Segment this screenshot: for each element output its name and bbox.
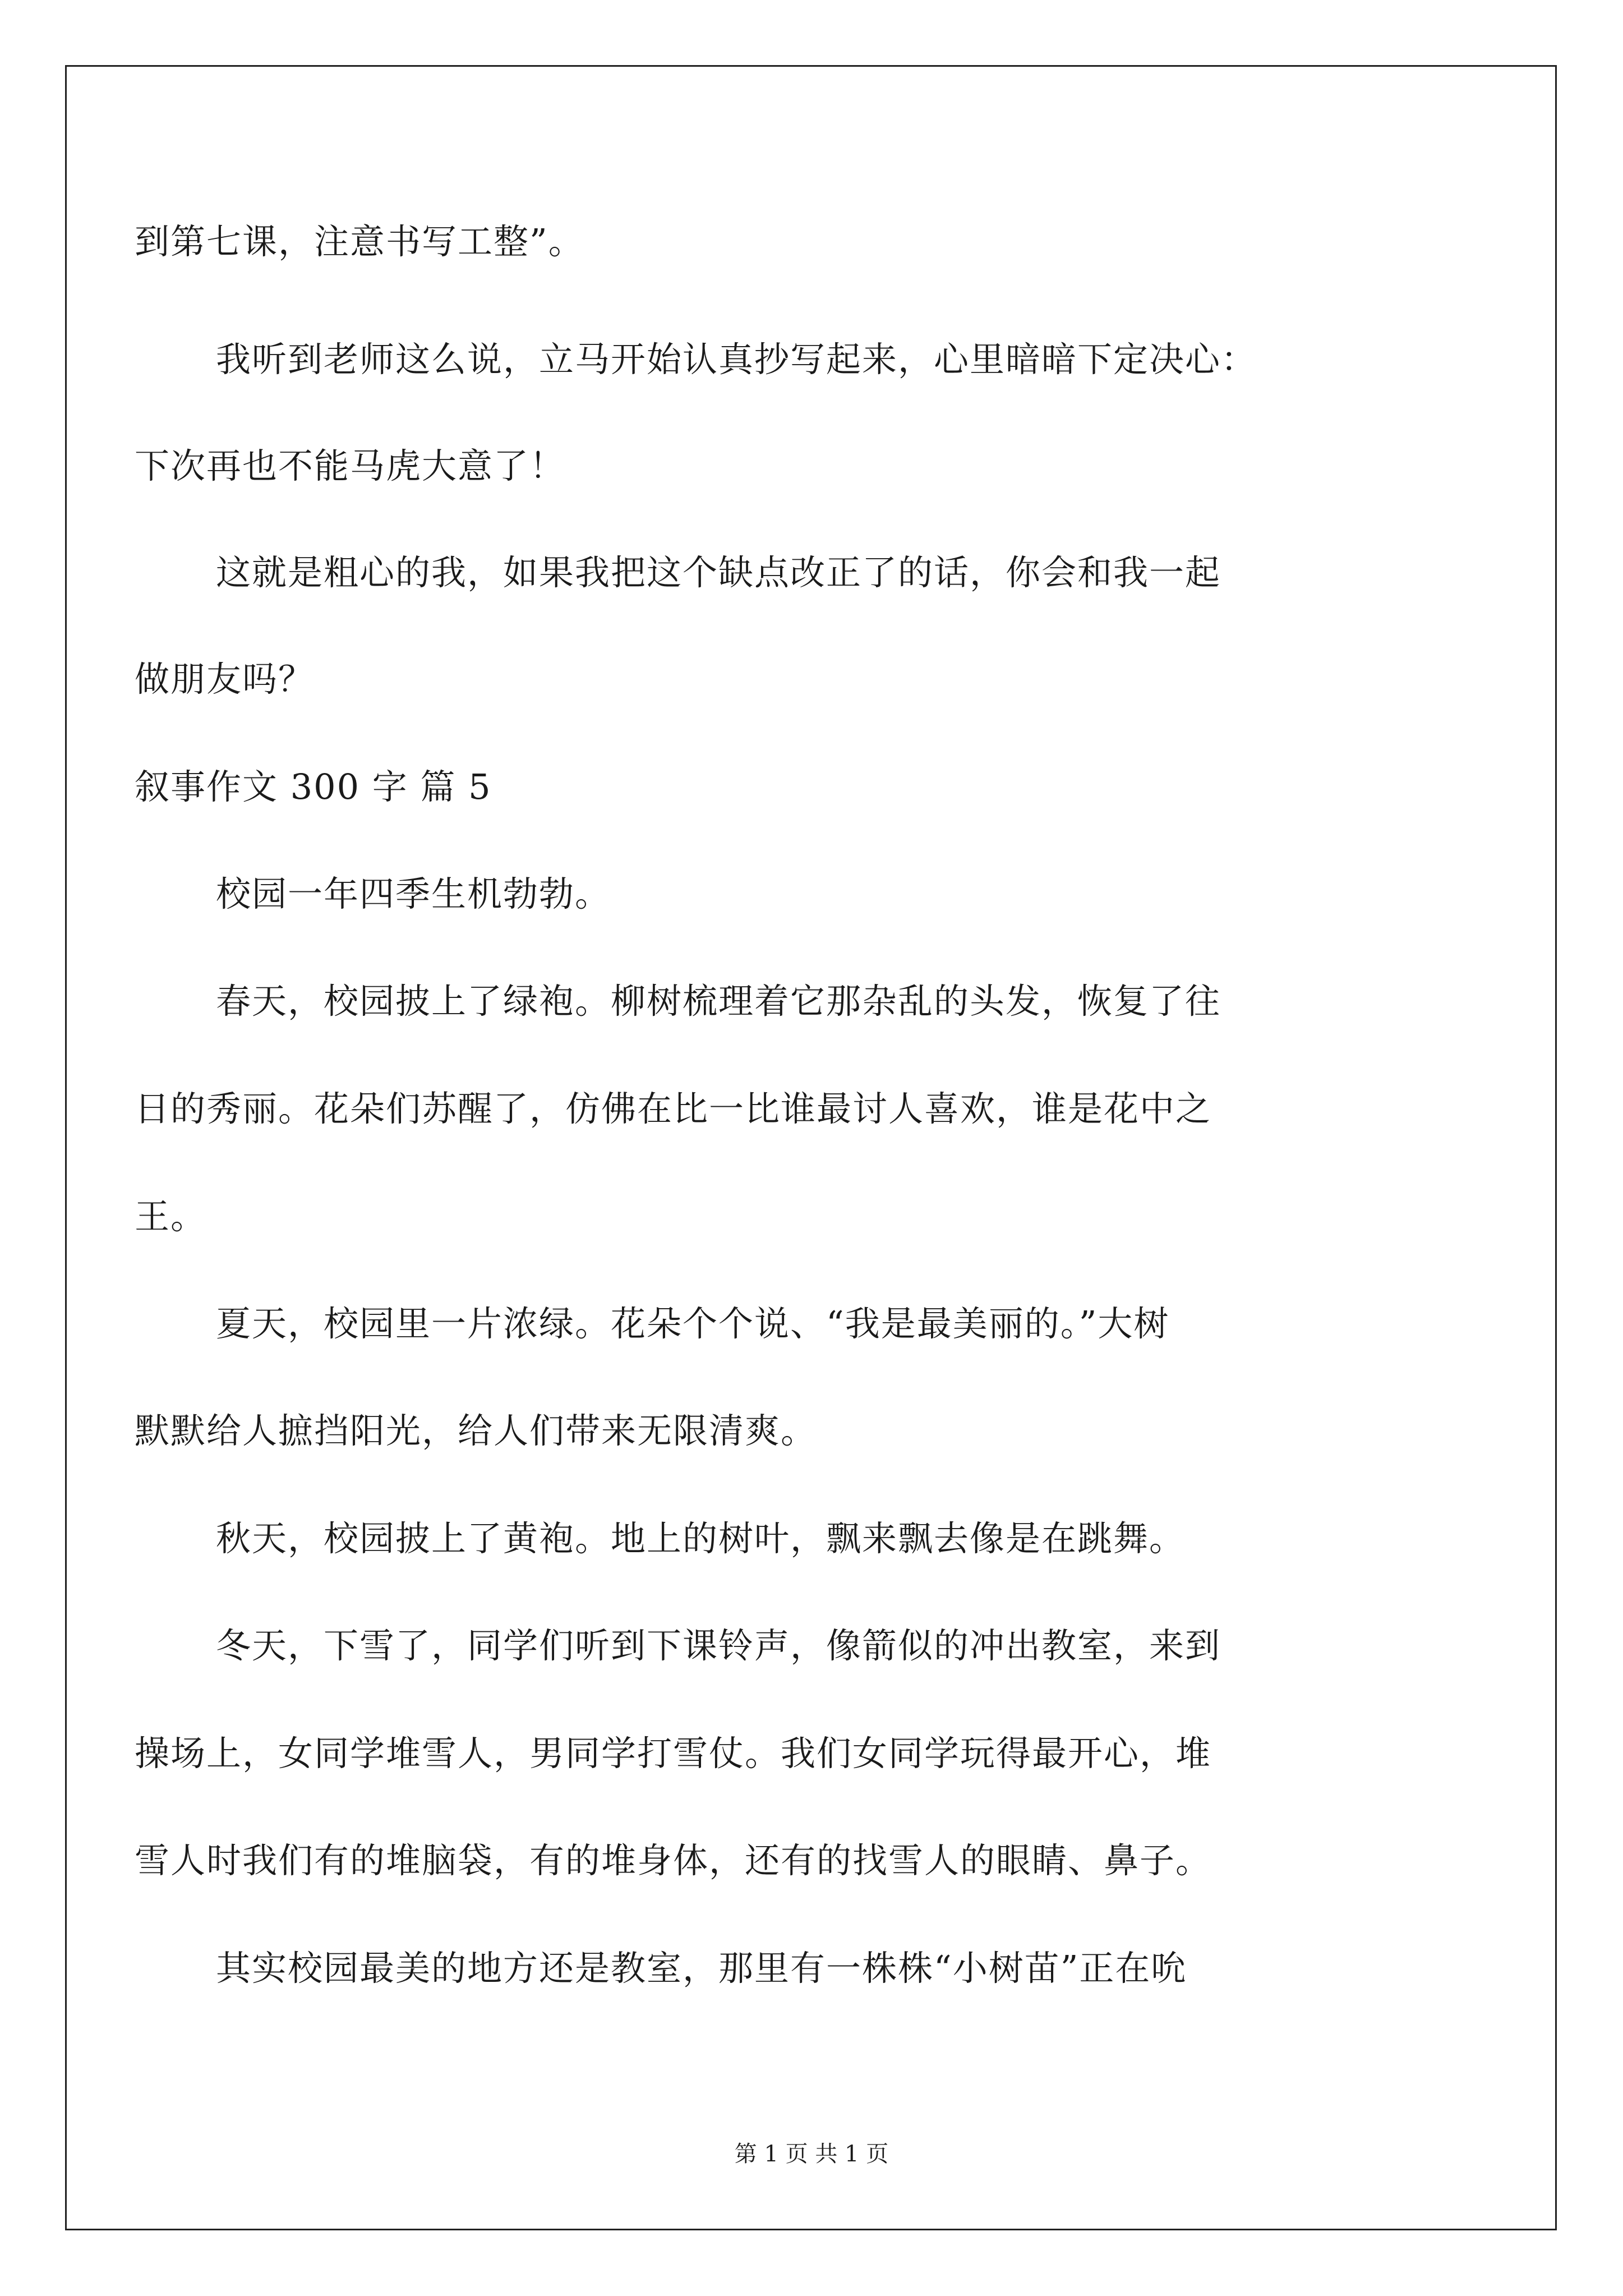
page-border bbox=[65, 65, 1557, 2230]
text-line: 王。 bbox=[135, 1196, 207, 1237]
text-line: 日的秀丽。花朵们苏醒了，仿佛在比一比谁最讨人喜欢，谁是花中之 bbox=[135, 1088, 1212, 1129]
page-number: 第 1 页 共 1 页 bbox=[734, 2141, 889, 2167]
paragraph-line: 这就是粗心的我，如果我把这个缺点改正了的话，你会和我一起 bbox=[216, 552, 1221, 593]
text-line: 操场上，女同学堆雪人，男同学打雪仗。我们女同学玩得最开心，堆 bbox=[135, 1733, 1212, 1774]
paragraph-line: 春天，校园披上了绿袍。柳树梳理着它那杂乱的头发，恢复了往 bbox=[216, 981, 1221, 1022]
paragraph-line: 冬天，下雪了，同学们听到下课铃声，像箭似的冲出教室，来到 bbox=[216, 1625, 1221, 1666]
text-line: 默默给人摭挡阳光，给人们带来无限清爽。 bbox=[135, 1410, 817, 1451]
paragraph-line: 秋天，校园披上了黄袍。地上的树叶，飘来飘去像是在跳舞。 bbox=[216, 1518, 1186, 1559]
text-line: 做朋友吗？ bbox=[135, 659, 315, 700]
text-line: 雪人时我们有的堆脑袋，有的堆身体，还有的找雪人的眼睛、鼻子。 bbox=[135, 1840, 1212, 1881]
paragraph-line: 校园一年四季生机勃勃。 bbox=[216, 873, 611, 914]
text-line: 下次再也不能马虎大意了！ bbox=[135, 445, 566, 486]
paragraph-line: 夏天，校园里一片浓绿。花朵个个说、“我是最美丽的。”大树 bbox=[216, 1303, 1170, 1344]
paragraph-line: 其实校园最美的地方还是教室，那里有一株株“小树苗”正在吮 bbox=[216, 1948, 1187, 1989]
section-heading: 叙事作文 300 字 篇 5 bbox=[135, 766, 492, 807]
paragraph-line: 我听到老师这么说，立马开始认真抄写起来，心里暗暗下定决心： bbox=[216, 339, 1257, 380]
text-line: 到第七课，注意书写工整”。 bbox=[135, 221, 584, 262]
